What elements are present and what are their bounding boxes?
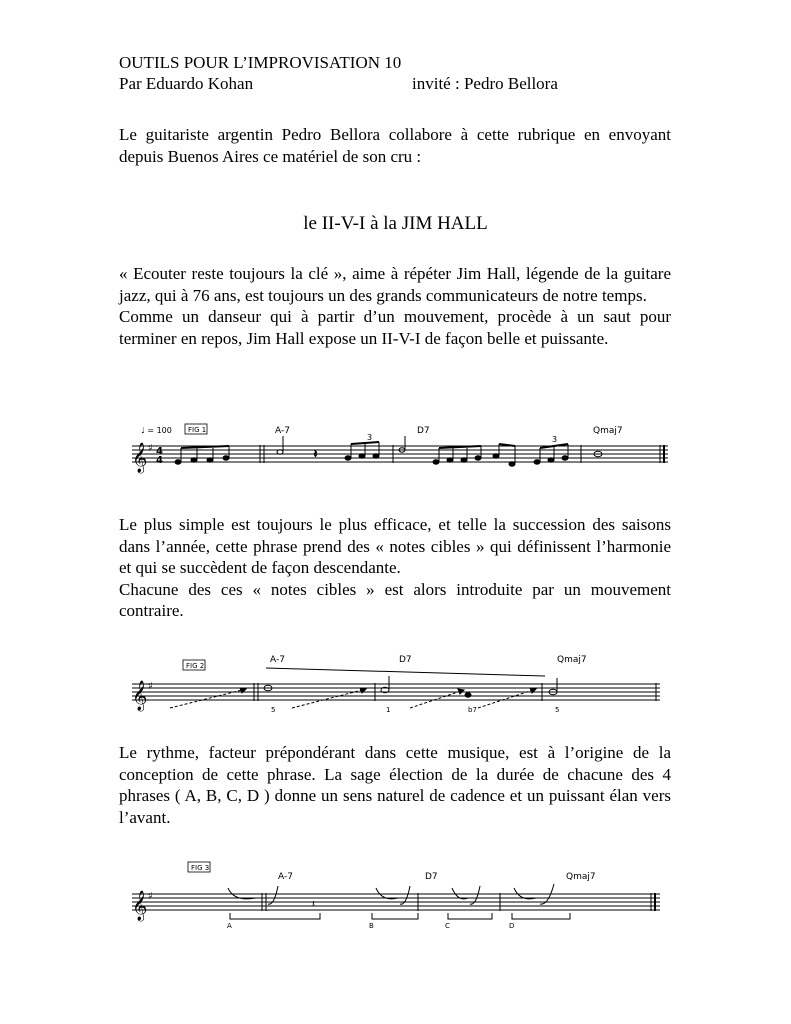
fig-2-label: FIG 2 [186,662,205,670]
paragraph-1b: Comme un danseur qui à partir d’un mouvement, procède à un saut pour terminer en repos, Jim Hall expose un II-V-I de façon belle et puissante. [119,307,671,348]
fig-2-chord-3: Qmaj7 [557,655,587,665]
time-signature-bottom: 4 [156,455,163,466]
fig-3-phrase-c: C [445,922,450,930]
fig-2-key-signature-sharp: ♯ [148,681,153,692]
fig-3-phrase-b: B [369,922,374,930]
fig-2-degree-1: 5 [271,706,276,714]
series-title: OUTILS POUR L’IMPROVISATION 10 [119,53,402,72]
fig-2-chord-2: D7 [399,655,412,665]
svg-text:𝄽: 𝄽 [312,899,316,910]
key-signature-sharp: ♯ [148,443,153,454]
time-signature-top: 4 [156,446,163,457]
fig-2-treble-clef-icon: 𝄞 [132,681,148,711]
paragraph-1a: « Ecouter reste toujours la clé », aime à répéter Jim Hall, légende de la guitare jazz, qui à 76 ans, est toujours un des grands communicateurs de notre temps. [119,264,671,305]
fig-2-degree-3: b7 [468,706,477,714]
author-line: Par Eduardo Kohan [119,74,254,93]
treble-clef-icon: 𝄞 [132,443,148,473]
paragraph-2a: Le plus simple est toujours le plus efficace, et telle la succession des saisons dans l’année, cette phrase prend des « notes cibles » qui définissent l’harmonie et qui se succèdent de façon descendante. [119,515,671,577]
fig-2-chord-1: A-7 [270,655,285,665]
fig-2-degree-2: 1 [386,706,391,714]
fig-1-chord-1: A-7 [275,426,290,436]
fig-3-chord-2: D7 [425,872,438,882]
fig-3-chord-1: A-7 [278,872,293,882]
svg-text:𝄽: 𝄽 [314,449,318,460]
fig-3-treble-clef-icon: 𝄞 [132,891,148,921]
fig-1-tempo: ♩ = 100 [141,426,172,435]
fig-1-triplet-2: 3 [552,435,558,444]
guest-line: invité : Pedro Bellora [412,74,558,93]
paragraph-2 [119,514,671,622]
fig-1-label: FIG 1 [188,426,207,434]
fig-3-phrase-a: A [227,922,232,930]
paragraph-3-text: Le rythme, facteur prépondérant dans cette musique, est à l’origine de la conception de cette phrase. La sage élection de la durée de chacune des 4 phrases ( A, B, C, D ) donne un sens naturel de cadence et un puissant élan vers l’avant. [119,743,671,827]
fig-3-phrase-d: D [509,922,515,930]
fig-1-chord-3: Qmaj7 [593,426,623,436]
fig-1-chord-2: D7 [417,426,430,436]
intro-text: Le guitariste argentin Pedro Bellora collabore à cette rubrique en envoyant depuis Buenos Aires ce matériel de son cru : [119,125,671,166]
article-title: le II-V-I à la JIM HALL [303,213,488,234]
fig-1-triplet-1: 3 [367,433,373,442]
fig-2-degree-4: 5 [555,706,560,714]
paragraph-3 [119,742,671,828]
paragraph-2b: Chacune des ces « notes cibles » est alors introduite par un mouvement contraire. [119,579,671,620]
fig-3-chord-3: Qmaj7 [566,872,596,882]
fig-3-label: FIG 3 [191,864,210,872]
fig-3-key-signature-sharp: ♯ [148,891,153,902]
